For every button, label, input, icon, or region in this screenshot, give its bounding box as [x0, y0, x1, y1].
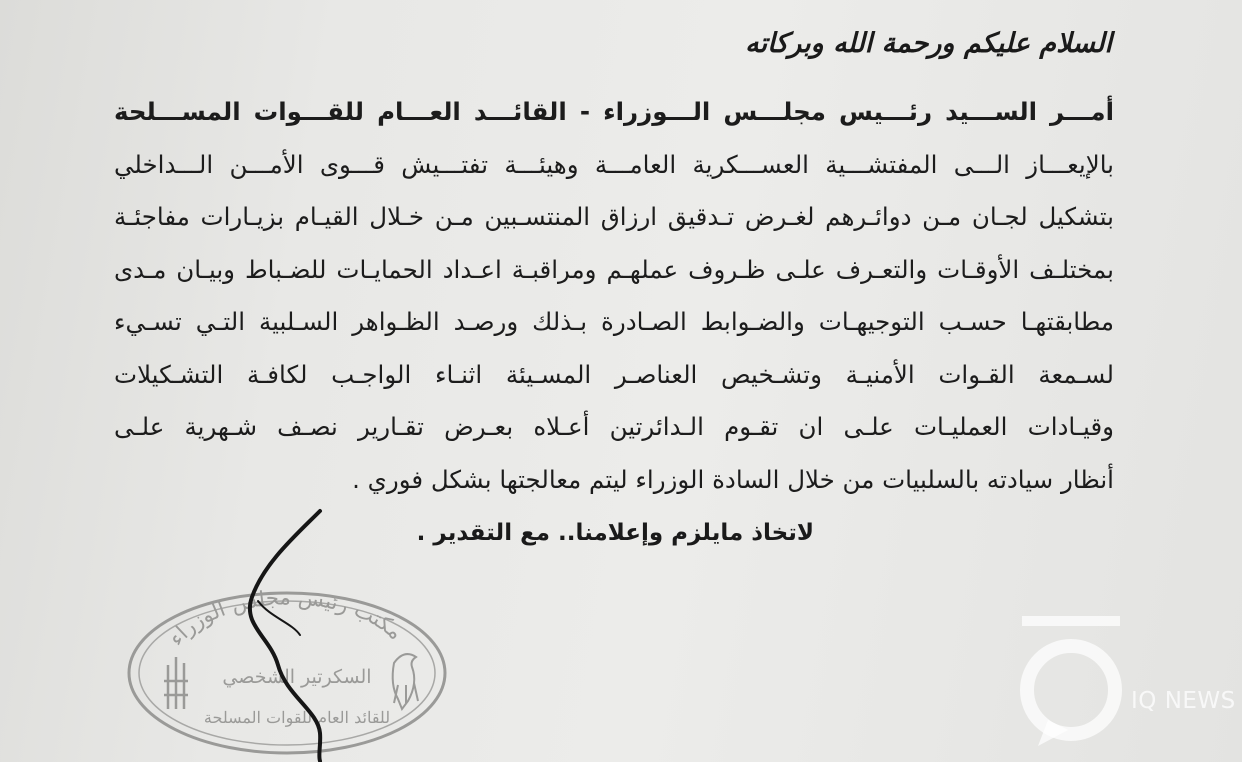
palm-emblem-icon	[164, 657, 188, 709]
stamp-top-text: مكتب رئيس مجلس الوزراء	[163, 585, 408, 651]
letter-line-2: بالإيعـــاز الـــى المفتشـــية العســـكرية العامـــة وهيئـــة تفتـــيش قـــوى الأمـــن الـــداخلي	[114, 149, 1114, 179]
letter-line-4: بمختلـف الأوقـات والتعـرف علـى ظـروف عملهـم ومراقبـة اعـداد الحمايـات للضـباط وبيـان مـدى	[114, 254, 1114, 284]
iq-news-brand-text: IQ NEWS	[1131, 688, 1236, 714]
closing-line: لاتخاذ مايلزم وإعلامنا.. مع التقدير .	[416, 520, 814, 546]
stamp-bottom-text: للقائد العام للقوات المسلحة	[203, 708, 391, 727]
handwritten-signature	[200, 505, 350, 762]
letter-line-8: أنظار سيادته بالسلبيات من خلال السادة الوزراء ليتم معالجتها بشكل فوري .	[352, 464, 1114, 494]
iq-news-logo-icon	[1016, 612, 1126, 752]
stamp-middle-text: السكرتير الشخصي	[222, 666, 372, 688]
letter-line-6: لسـمعة القـوات الأمنيـة وتشـخيص العناصـر المسـيئة اثنـاء الواجـب لكافـة التشـكيلات	[114, 359, 1114, 389]
letter-line-1: أمـــر الســـيد رئـــيس مجلـــس الـــوزراء - القائـــد العـــام للقـــوات المســـلحة	[114, 97, 1114, 126]
eagle-emblem-icon	[393, 654, 418, 709]
greeting-line: السلام عليكم ورحمة الله وبركاته	[745, 28, 1112, 59]
letter-body	[114, 86, 1114, 506]
letter-line-7: وقيـادات العمليـات علـى ان تقـوم الـدائرتين أعـلاه بعـرض تقـارير نصـف شـهرية علـى	[114, 412, 1114, 441]
letter-line-3: بتشكيل لجـان مـن دوائـرهم لغـرض تـدقيق ارزاق المنتسـبين مـن خـلال القيـام بزيـارات مفاجئـة	[114, 202, 1114, 231]
letter-line-5: مطابقتهـا حسـب التوجيهـات والضـوابط الصـادرة بـذلك ورصـد الظـواهر السـلبية التـي تسـيء	[114, 307, 1114, 336]
